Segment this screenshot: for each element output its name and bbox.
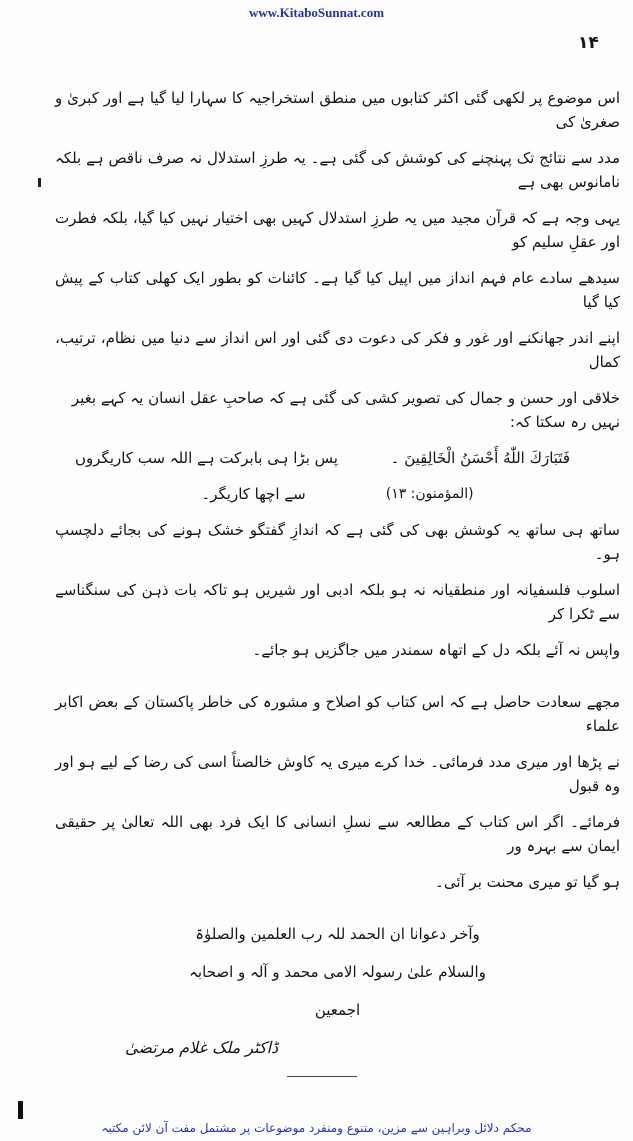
website-url[interactable]: www.KitaboSunnat.com — [248, 5, 385, 20]
verse-reference-row — [55, 482, 620, 506]
page-body — [55, 0, 620, 1077]
text-line: مجھے سعادت حاصل ہے کہ اس کتاب کو اصلاح و مشورہ کی خاطر پاکستان کے بعض اکابر علماء — [55, 693, 620, 735]
text-line: اسلوب فلسفیانہ اور منطقیانہ نہ ہو بلکہ ادبی اور شیریں ہو تاکہ بات ذہن کی سنگناسے سے ٹکرا کر — [55, 581, 620, 623]
page-number: ۱۴ — [578, 33, 599, 53]
text-line: واپس نہ آئے بلکہ دل کے اتھاہ سمندر میں جاگزیں ہو جائے۔ — [252, 641, 620, 659]
author-signature: ڈاکٹر ملک غلام مرتضیٰ — [125, 1038, 279, 1057]
footer-tagline: محکم دلائل وبراہین سے مزین، متنوع ومنفرد موضوعات پر مشتمل مفت آن لائن مکتبہ — [101, 1121, 532, 1135]
text-line: ہو گیا تو میری محنت بر آئی۔ — [435, 873, 620, 891]
text-line: خلاقی اور حسن و جمال کی تصویر کشی کی گئی ہے کہ صاحبِ عقل انسان یہ کہے بغیر نہیں رہ سکتا کہ: — [71, 389, 620, 431]
verse-translation-cont: سے اچھا کاریگر۔ — [201, 485, 306, 503]
page-footer — [0, 1101, 633, 1141]
divider — [287, 1076, 357, 1077]
scan-mark — [18, 1101, 23, 1119]
text-line: ساتھ ہی ساتھ یہ کوشش بھی کی گئی ہے کہ اندازِ گفتگو خشک ہونے کی بجائے دلچسپ ہو۔ — [55, 521, 620, 563]
text-line: اپنے اندر جھانکنے اور غور و فکر کی دعوت دی گئی اور اس انداز سے دنیا میں نظام، ترتیب، کمال — [55, 329, 620, 371]
verse-reference: (المؤمنون: ۱۳) — [385, 486, 474, 502]
closing-line: والسلام علیٰ رسولہ الامی محمد و آلہ و اصحابہ — [189, 963, 486, 981]
text-line: نے پڑھا اور میری مدد فرمائی۔ خدا کرے میری یہ کاوش خالصتاً اسی کی رضا کے لیے ہو اور وہ قبول — [55, 753, 620, 795]
closing-line: وآخر دعوانا ان الحمد للہ رب العلمین والصلوٰۃ — [195, 925, 480, 943]
text-line: سیدھے سادے عام فہم انداز میں اپیل کیا گیا ہے۔ کائنات کو بطور ایک کھلی کتاب کے پیش کیا گیا — [55, 269, 620, 311]
verse-row — [55, 446, 620, 470]
text-line: یہی وجہ ہے کہ قرآن مجید میں یہ طرزِ استدلال کہیں بھی اختیار نہیں کیا گیا، بلکہ فطرت اور عقلِ سلیم کو — [55, 209, 620, 251]
text-line: اس موضوع پر لکھی گئی اکثر کتابوں میں منطق استخراجیہ کا سہارا لیا گیا ہے اور کبریٰ و صغریٰ کی — [55, 89, 620, 131]
text-line: مدد سے نتائج تک پہنچنے کی کوشش کی گئی ہے۔ یہ طرزِ استدلال نہ صرف ناقص ہے بلکہ نامانوس بھی ہے — [55, 149, 620, 191]
verse-arabic: فَتَبَارَكَ اللّٰهُ أَحْسَنُ الْخَالِقِينَ ۔ — [390, 449, 570, 467]
verse-translation: پس بڑا ہی بابرکت ہے اللہ سب کاریگروں — [75, 449, 338, 467]
scan-mark — [38, 178, 41, 187]
closing-line: اجمعین — [314, 1001, 361, 1019]
text-line: فرمائے۔ اگر اس کتاب کے مطالعہ سے نسلِ انسانی کا ایک فرد بھی اللہ تعالیٰ پر حقیقی ایمان سے بہرہ ور — [55, 813, 620, 855]
